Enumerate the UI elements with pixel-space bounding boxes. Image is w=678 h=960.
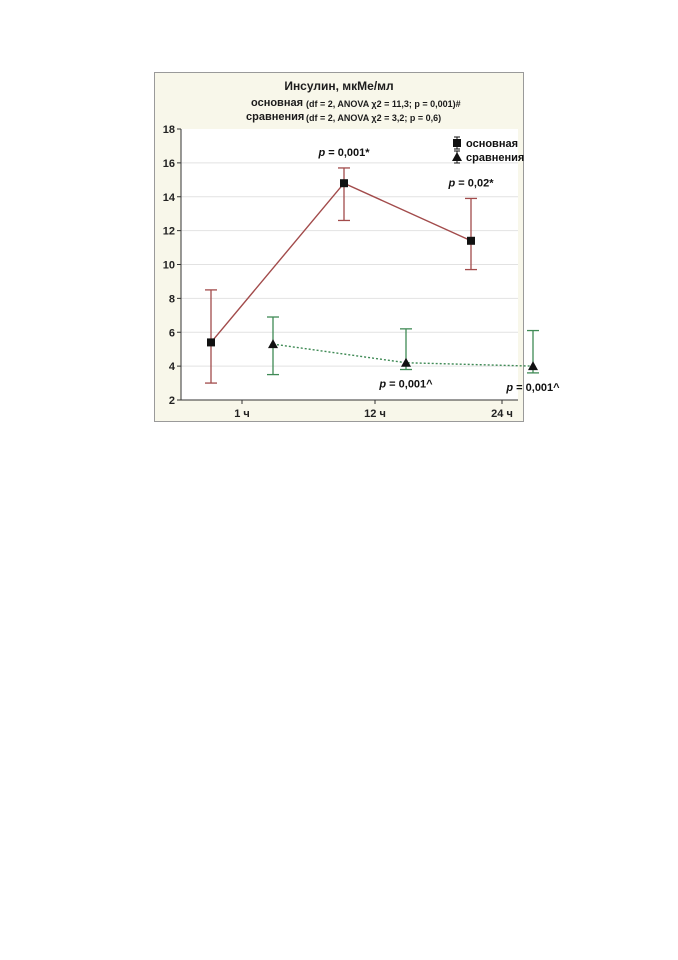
y-tick-label: 10 (162, 259, 175, 272)
group-stats-main: (df = 2, ANOVA χ2 = 11,3; p = 0,001)# (306, 99, 461, 109)
y-tick-label: 6 (168, 327, 175, 340)
legend-label: сравнения (466, 152, 525, 164)
chart-title: Инсулин, мкМе/мл (284, 79, 394, 93)
chart-plot (155, 73, 560, 423)
data-point-square (340, 179, 348, 187)
p-value-annotation: p = 0,001^ (379, 378, 433, 391)
y-tick-label: 8 (168, 293, 175, 306)
data-point-square (207, 338, 215, 346)
x-tick-label: 24 ч (491, 408, 513, 420)
y-tick-label: 12 (162, 225, 175, 238)
y-tick-label: 2 (168, 395, 175, 407)
y-tick-label: 16 (162, 157, 175, 170)
y-tick-label: 4 (168, 361, 175, 374)
group-stats-comparison: (df = 2, ANOVA χ2 = 3,2; p = 0,6) (306, 113, 442, 123)
p-value-annotation: p = 0,001* (318, 146, 370, 159)
x-tick-label: 1 ч (234, 408, 250, 420)
y-tick-label: 14 (162, 191, 175, 204)
p-value-annotation: p = 0,001^ (506, 381, 560, 394)
p-value-annotation: p = 0,02* (448, 177, 494, 190)
x-tick-label: 12 ч (364, 408, 386, 420)
y-tick-label: 18 (162, 124, 175, 136)
data-point-square (467, 237, 475, 245)
legend-marker-square (453, 139, 461, 147)
legend-label: основная (466, 138, 518, 150)
chart-figure (154, 72, 560, 422)
group-label-comparison: сравнения (246, 111, 305, 123)
group-label-main: основная (251, 97, 303, 109)
